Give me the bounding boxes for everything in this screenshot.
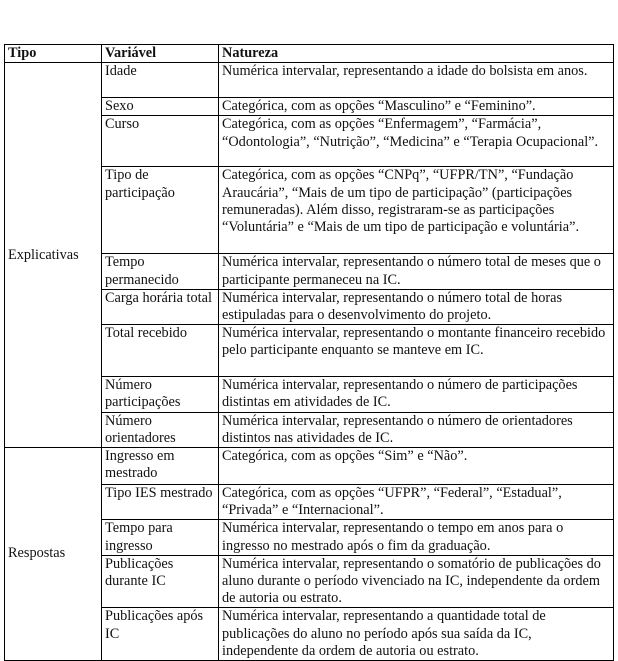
- variavel-cell: Curso: [102, 116, 219, 167]
- header-natureza: Natureza: [219, 45, 614, 63]
- natureza-cell: Numérica intervalar, representando o tempo em anos para o ingresso no mestrado após o fim da graduação.: [219, 520, 614, 555]
- variavel-cell: Sexo: [102, 98, 219, 116]
- group-tipo-cell: Explicativas: [5, 63, 102, 448]
- header-variavel: Variável: [102, 45, 219, 63]
- natureza-cell: Categórica, com as opções “Masculino” e “Feminino”.: [219, 98, 614, 116]
- variavel-cell: Número orientadores: [102, 412, 219, 447]
- table-row: [5, 448, 614, 485]
- natureza-cell: Numérica intervalar, representando o montante financeiro recebido pelo participante enquanto se manteve em IC.: [219, 325, 614, 377]
- table-body: [5, 63, 614, 661]
- natureza-cell: Numérica intervalar, representando o número de orientadores distintos nas atividades de IC.: [219, 412, 614, 447]
- natureza-cell: Numérica intervalar, representando o número total de meses que o participante permaneceu na IC.: [219, 254, 614, 289]
- table-row: [5, 63, 614, 98]
- header-tipo: Tipo: [5, 45, 102, 63]
- natureza-cell: Categórica, com as opções “CNPq”, “UFPR/TN”, “Fundação Araucária”, “Mais de um tipo de participação” (participações remuneradas). Além disso, registraram-se as participações “Voluntária” e “Mais de um tipo de participação e voluntária”.: [219, 167, 614, 254]
- variables-table: [4, 44, 614, 661]
- variavel-cell: Tempo para ingresso: [102, 520, 219, 555]
- variavel-cell: Carga horária total: [102, 289, 219, 324]
- variavel-cell: Publicações após IC: [102, 608, 219, 661]
- variavel-cell: Tempo permanecido: [102, 254, 219, 289]
- variavel-cell: Total recebido: [102, 325, 219, 377]
- group-tipo-cell: Respostas: [5, 448, 102, 661]
- natureza-cell: Numérica intervalar, representando o número de participações distintas em atividades de IC.: [219, 377, 614, 412]
- natureza-cell: Numérica intervalar, representando a quantidade total de publicações do aluno no período após sua saída da IC, independente da ordem de autoria ou estrato.: [219, 608, 614, 661]
- natureza-cell: Categórica, com as opções “Sim” e “Não”.: [219, 448, 614, 485]
- variavel-cell: Idade: [102, 63, 219, 98]
- natureza-cell: Numérica intervalar, representando a idade do bolsista em anos.: [219, 63, 614, 98]
- variavel-cell: Ingresso em mestrado: [102, 448, 219, 485]
- header-row: [5, 45, 614, 63]
- natureza-cell: Numérica intervalar, representando o somatório de publicações do aluno durante o período vivenciado na IC, independente da ordem de autoria ou estrato.: [219, 555, 614, 608]
- variavel-cell: Número participações: [102, 377, 219, 412]
- natureza-cell: Categórica, com as opções “UFPR”, “Federal”, “Estadual”, “Privada” e “Internacional”.: [219, 485, 614, 520]
- variavel-cell: Tipo IES mestrado: [102, 485, 219, 520]
- variavel-cell: Tipo de participação: [102, 167, 219, 254]
- variavel-cell: Publicações durante IC: [102, 555, 219, 608]
- natureza-cell: Categórica, com as opções “Enfermagem”, “Farmácia”, “Odontologia”, “Nutrição”, “Medicina” e “Terapia Ocupacional”.: [219, 116, 614, 167]
- natureza-cell: Numérica intervalar, representando o número total de horas estipuladas para o desenvolvimento do projeto.: [219, 289, 614, 324]
